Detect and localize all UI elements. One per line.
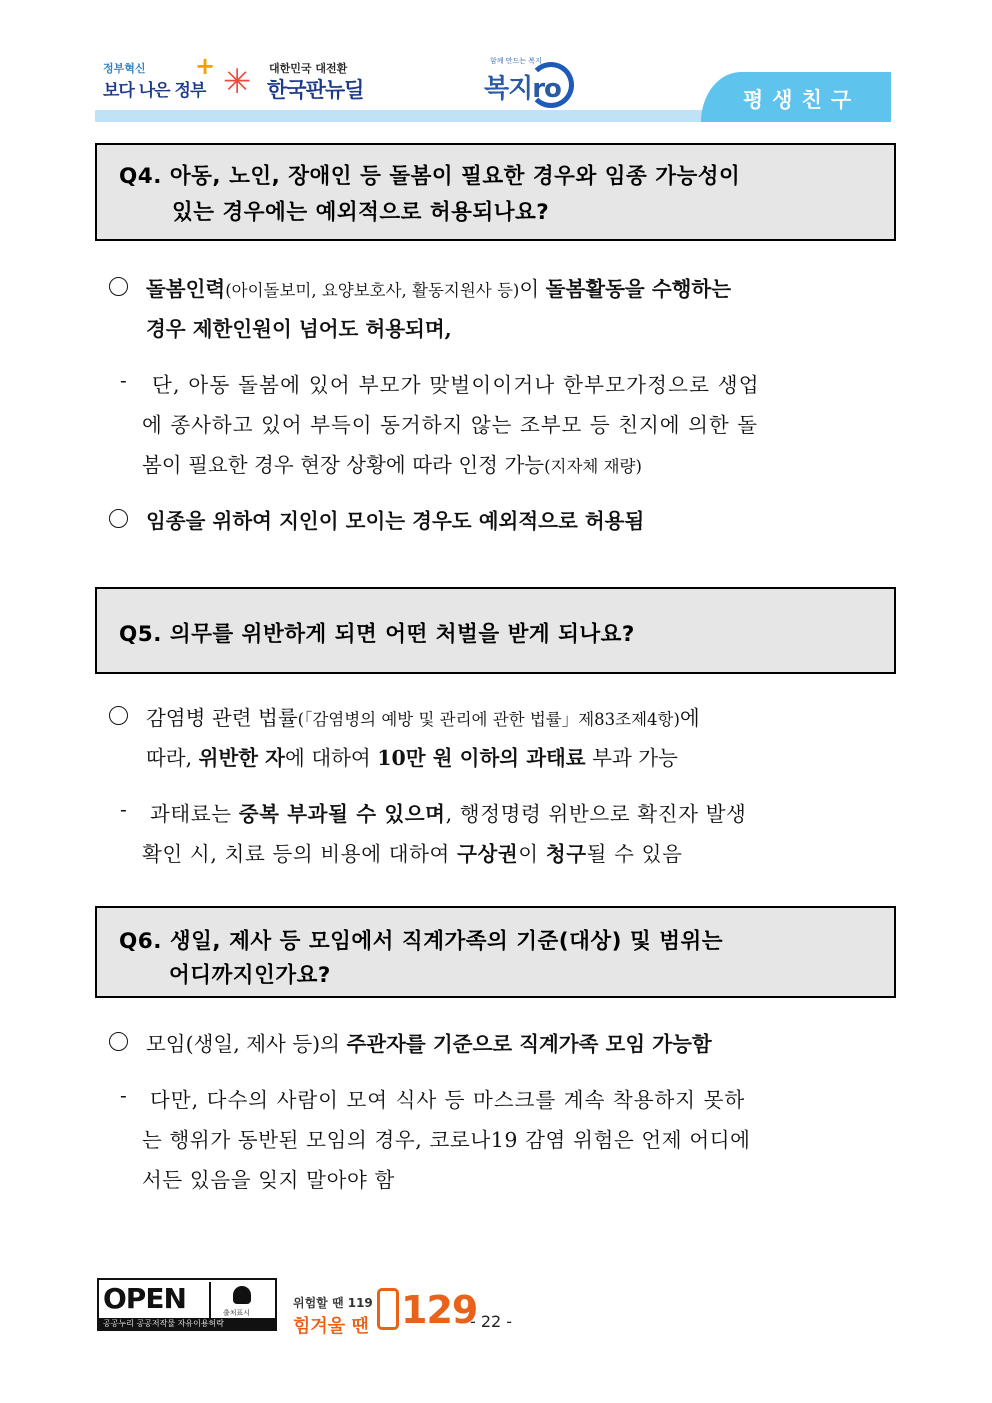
bold-text: 10만 원 이하의 과태료: [377, 746, 586, 770]
text: 봄이 필요한 경우 현장 상황에 따라 인정 가능: [142, 453, 545, 477]
logo1-main-text: 보다 나은 정부: [103, 81, 206, 101]
license-strip: [99, 1318, 275, 1331]
answer-line: [142, 837, 682, 867]
badge-label: 출처표시: [223, 1309, 251, 1317]
small-text: (지자체 재량): [544, 457, 642, 476]
question-box-q5: [95, 587, 896, 674]
section-tab: [701, 72, 891, 122]
circle-bullet-icon: [109, 706, 128, 725]
korean-new-deal-logo: [223, 58, 373, 110]
circle-bullet-icon: [109, 509, 128, 528]
bold-text: 구상권: [457, 842, 519, 866]
question-title-line1: Q4. 아동, 노인, 장애인 등 돌봄이 필요한 경우와 임종 가능성이: [119, 164, 741, 189]
answer-line: 다만, 다수의 사람이 모여 식사 등 마스크를 계속 착용하지 못하: [150, 1088, 746, 1112]
text: 감염병 관련 법률: [146, 706, 298, 730]
help-number: 129: [401, 1288, 478, 1332]
help-line2: 힘겨울 땐: [293, 1316, 369, 1337]
answer-line: [146, 312, 452, 342]
bold-text: 주관자를 기준으로 직계가족 모임 가능함: [346, 1032, 712, 1056]
welfare-logo: [478, 56, 588, 112]
sparkle-icon: ✳: [223, 62, 252, 102]
open-label: OPEN: [103, 1282, 186, 1315]
dash-bullet: -: [120, 1083, 127, 1107]
page-header: [95, 52, 891, 124]
bold-text: 청구: [545, 842, 587, 866]
answer-line: 에 종사하고 있어 부득이 동거하지 않는 조부모 등 친지에 의한 돌: [142, 413, 759, 437]
answer-line: [150, 797, 746, 827]
logo2-small-text: 대한민국 대전환: [269, 62, 348, 75]
answer-line: [146, 701, 700, 731]
small-text: (아이돌보미, 요양보호사, 활동지원사 등): [225, 281, 520, 300]
answer-line: 는 행위가 동반된 모임의 경우, 코로나19 감염 위험은 언제 어디에: [142, 1128, 751, 1152]
question-title-line2: 있는 경우에는 예외적으로 허용되나요?: [172, 200, 550, 225]
strip-label: 공공누리 공공저작물 자유이용허락: [103, 1319, 225, 1328]
plus-icon: +: [195, 52, 216, 80]
bold-text: 위반한 자: [198, 746, 285, 770]
circle-bullet-icon: [109, 1032, 128, 1051]
government-innovation-logo: [103, 52, 216, 110]
answer-line: 서든 있음을 잊지 말아야 함: [142, 1168, 395, 1192]
person-icon: [233, 1286, 251, 1304]
text: , 행정명령 위반으로 확진자 발생: [445, 802, 747, 826]
answer-line: 단, 아동 돌봄에 있어 부모가 맞벌이이거나 한부모가정으로 생업: [152, 373, 760, 397]
question-title-line2: 어디까지인가요?: [169, 963, 331, 988]
text: 확인 시, 치료 등의 비용에 대하여: [142, 842, 458, 866]
text: 에: [679, 706, 700, 730]
text: 될 수 있음: [586, 842, 683, 866]
small-text: (「감염병의 예방 및 관리에 관한 법률」제83조제4항): [297, 710, 680, 729]
phone-icon: [377, 1288, 399, 1330]
section-tab-label: 평생친구: [743, 88, 861, 112]
text: 이: [518, 842, 546, 866]
bold-text: 임종을 위하여 지인이 모이는 경우도 예외적으로 허용됨: [146, 509, 645, 533]
question-title: Q5. 의무를 위반하게 되면 어떤 처벌을 받게 되나요?: [119, 622, 635, 647]
dash-bullet: -: [120, 797, 127, 821]
logo3-small-text: 함께 만드는 복지: [490, 57, 542, 65]
dash-bullet: -: [120, 368, 127, 392]
answer-line: [146, 504, 644, 534]
text: 과태료는: [150, 802, 239, 826]
text: 에 대하여: [285, 746, 378, 770]
bold-text: 경우 제한인원이 넘어도 허용되며,: [146, 317, 452, 341]
question-title-line1: Q6. 생일, 제사 등 모임에서 직계가족의 기준(대상) 및 범위는: [119, 929, 724, 954]
circle-bullet-icon: [109, 277, 128, 296]
bold-text: 돌봄인력: [146, 277, 226, 301]
bold-text: 돌봄활동을 수행하는: [545, 277, 732, 301]
answer-line: [146, 272, 731, 302]
attribution-badge: [209, 1282, 271, 1320]
text: 부과 가능: [585, 746, 678, 770]
answer-line: [146, 1027, 712, 1057]
question-box-q6: [95, 906, 896, 998]
help-line1: 위험할 땐 119: [293, 1296, 373, 1310]
logo3-main-text: 복지ro: [484, 74, 561, 104]
text: 따라,: [146, 746, 199, 770]
kogl-open-license-logo: [97, 1278, 277, 1331]
bold-text: 중복 부과될 수 있으며: [238, 802, 446, 826]
answer-line: [142, 448, 642, 478]
helpline-logo: [293, 1288, 493, 1338]
logo2-main-text: 한국판뉴딜: [267, 78, 364, 102]
text: 이: [519, 277, 546, 301]
logo1-small-text: 정부혁신: [103, 62, 146, 75]
text: 모임(생일, 제사 등)의: [146, 1032, 347, 1056]
page-number: - 22 -: [470, 1312, 513, 1331]
question-box-q4: [95, 143, 896, 241]
answer-line: [146, 741, 678, 771]
